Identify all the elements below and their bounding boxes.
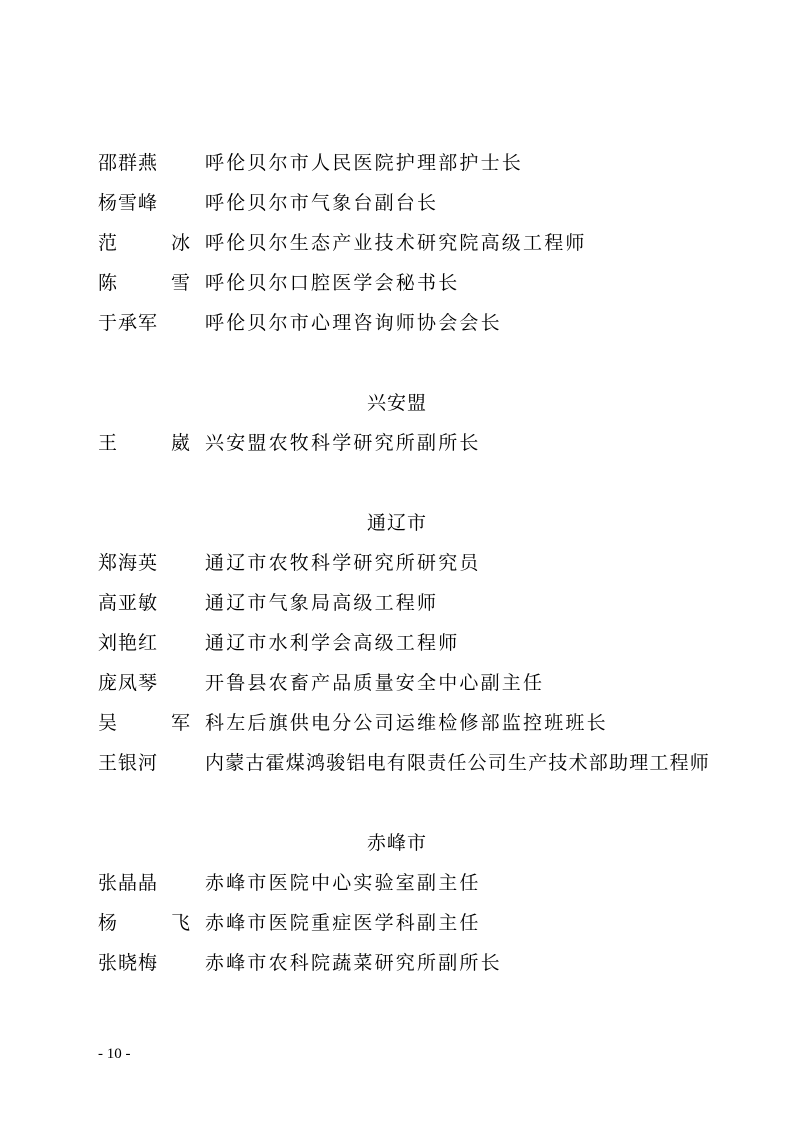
person-name: 王银河 bbox=[98, 752, 159, 774]
section-heading: 赤峰市 bbox=[366, 832, 427, 854]
list-item bbox=[0, 148, 794, 178]
person-name: 杨雪峰 bbox=[98, 192, 159, 214]
list-item bbox=[0, 428, 794, 458]
person-title: 呼伦贝尔市人民医院护理部护士长 bbox=[205, 152, 524, 174]
person-name: 刘艳红 bbox=[98, 632, 159, 654]
section-heading: 兴安盟 bbox=[366, 392, 427, 414]
person-title: 科左后旗供电分公司运维检修部监控班班长 bbox=[205, 712, 608, 734]
person-name: 陈 雪 bbox=[98, 272, 215, 294]
person-title: 兴安盟农牧科学研究所副所长 bbox=[205, 432, 481, 454]
list-item bbox=[0, 228, 794, 258]
list-item bbox=[0, 748, 794, 778]
person-title: 呼伦贝尔口腔医学会秘书长 bbox=[205, 272, 460, 294]
list-item bbox=[0, 588, 794, 618]
list-item bbox=[0, 548, 794, 578]
person-title: 呼伦贝尔市气象台副台长 bbox=[205, 192, 439, 214]
person-title: 通辽市农牧科学研究所研究员 bbox=[205, 552, 481, 574]
page-number: - 10 - bbox=[98, 1046, 131, 1062]
list-item bbox=[0, 308, 794, 338]
person-title: 内蒙古霍煤鸿骏铝电有限责任公司生产技术部助理工程师 bbox=[205, 752, 711, 774]
person-name: 于承军 bbox=[98, 312, 159, 334]
list-item bbox=[0, 628, 794, 658]
person-name: 杨 飞 bbox=[98, 912, 215, 934]
list-item bbox=[0, 668, 794, 698]
section-heading: 通辽市 bbox=[366, 512, 427, 534]
person-title: 通辽市气象局高级工程师 bbox=[205, 592, 439, 614]
person-title: 呼伦贝尔市心理咨询师协会会长 bbox=[205, 312, 502, 334]
list-item bbox=[0, 948, 794, 978]
person-title: 通辽市水利学会高级工程师 bbox=[205, 632, 460, 654]
list-item bbox=[0, 268, 794, 298]
person-title: 开鲁县农畜产品质量安全中心副主任 bbox=[205, 672, 545, 694]
person-name: 张晓梅 bbox=[98, 952, 159, 974]
person-title: 赤峰市医院中心实验室副主任 bbox=[205, 872, 481, 894]
person-name: 王 崴 bbox=[98, 432, 215, 454]
person-name: 范 冰 bbox=[98, 232, 215, 254]
list-item bbox=[0, 188, 794, 218]
person-title: 赤峰市医院重症医学科副主任 bbox=[205, 912, 481, 934]
person-name: 庞凤琴 bbox=[98, 672, 159, 694]
person-name: 张晶晶 bbox=[98, 872, 159, 894]
person-name: 高亚敏 bbox=[98, 592, 159, 614]
list-item bbox=[0, 868, 794, 898]
person-name: 郑海英 bbox=[98, 552, 159, 574]
person-name: 邵群燕 bbox=[98, 152, 159, 174]
list-item bbox=[0, 908, 794, 938]
person-title: 呼伦贝尔生态产业技术研究院高级工程师 bbox=[205, 232, 587, 254]
person-title: 赤峰市农科院蔬菜研究所副所长 bbox=[205, 952, 502, 974]
person-name: 吴 军 bbox=[98, 712, 215, 734]
list-item bbox=[0, 708, 794, 738]
